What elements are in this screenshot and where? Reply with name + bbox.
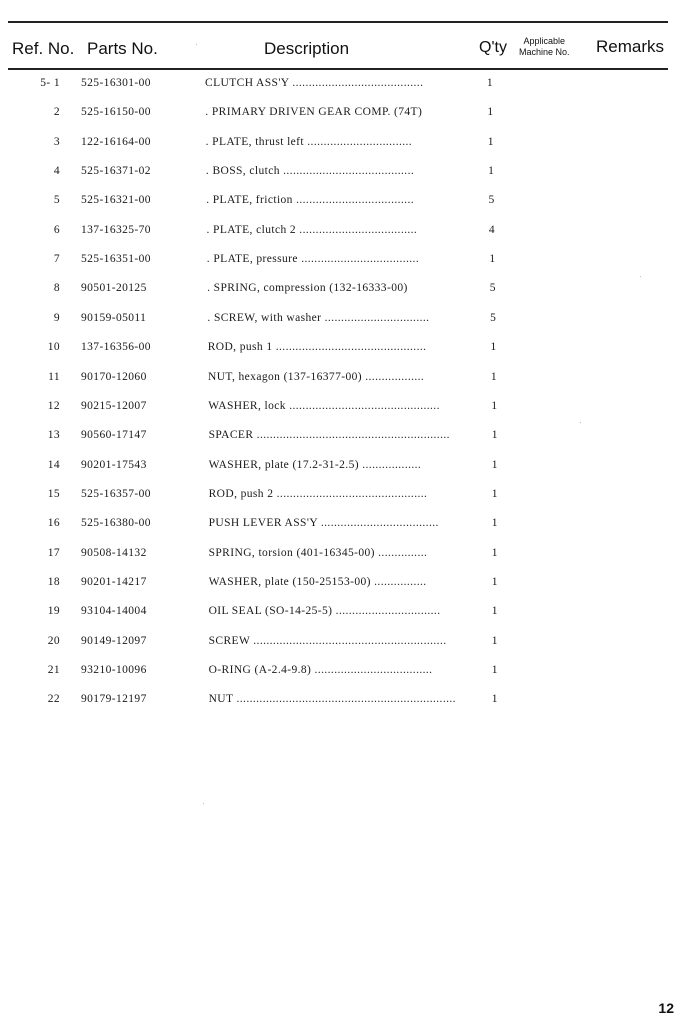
table-row <box>0 631 696 651</box>
speck <box>203 803 204 804</box>
description-cell: PUSH LEVER ASS'Y .................................... <box>208 517 439 530</box>
description-cell: SPRING, torsion (401-16345-00) ............... <box>208 546 428 559</box>
table-row <box>0 689 696 709</box>
description-cell: NUT ................................................................... <box>208 693 456 706</box>
table-row <box>0 308 696 328</box>
description-cell: WASHER, plate (17.2-31-2.5) .................. <box>208 458 422 471</box>
part-no-cell: 90201-14217 <box>81 575 147 588</box>
header-parts-no: Parts No. <box>87 39 158 58</box>
ref-no-cell: 5- 1 <box>40 77 60 89</box>
part-no-cell: 90508-14132 <box>81 546 147 559</box>
table-row <box>0 190 696 210</box>
qty-cell: 1 <box>491 664 498 676</box>
description-cell: . SCREW, with washer ................................ <box>207 311 430 324</box>
page-number: 12 <box>658 1000 674 1016</box>
table-row <box>0 543 696 563</box>
ref-no-cell: 19 <box>47 605 60 618</box>
description-cell: ROD, push 2 .............................................. <box>208 487 428 500</box>
header-remarks: Remarks <box>596 37 665 56</box>
description-cell: . BOSS, clutch ........................................ <box>205 165 415 178</box>
ref-no-cell: 7 <box>53 253 60 266</box>
ref-no-cell: 21 <box>47 664 60 676</box>
part-no-cell: 137-16356-00 <box>81 341 151 354</box>
header-ref-no: Ref. No. <box>12 39 75 58</box>
qty-cell: 1 <box>491 575 498 588</box>
table-row <box>0 455 696 475</box>
part-no-cell: 93104-14004 <box>81 605 147 618</box>
qty-cell: 1 <box>487 135 494 148</box>
part-no-cell: 90170-12060 <box>81 370 147 383</box>
table-row <box>0 513 696 533</box>
qty-cell: 1 <box>491 458 498 471</box>
table-row <box>0 161 696 181</box>
part-no-cell: 90179-12197 <box>81 693 147 706</box>
table-row <box>0 102 696 122</box>
table-row <box>0 425 696 445</box>
ref-no-cell: 2 <box>53 106 60 119</box>
qty-cell: 5 <box>488 194 495 207</box>
speck <box>196 44 197 45</box>
part-no-cell: 525-16351-00 <box>81 253 151 266</box>
part-no-cell: 90201-17543 <box>81 458 147 471</box>
qty-cell: 5 <box>490 311 497 324</box>
table-row <box>0 249 696 269</box>
description-cell: . SPRING, compression (132-16333-00) <box>207 282 408 295</box>
table-row <box>0 484 696 504</box>
part-no-cell: 90159-05011 <box>81 311 147 324</box>
top-rule <box>8 21 668 23</box>
description-cell: SPACER ........................................................... <box>208 429 450 442</box>
ref-no-cell: 5 <box>53 194 60 207</box>
header-applicable-line1: Applicable <box>523 36 566 46</box>
part-no-cell: 93210-10096 <box>81 664 147 676</box>
description-cell: . PLATE, clutch 2 .................................... <box>206 223 418 236</box>
table-row <box>0 220 696 240</box>
qty-cell: 1 <box>491 546 498 559</box>
qty-cell: 1 <box>491 605 498 618</box>
description-cell: . PRIMARY DRIVEN GEAR COMP. (74T) <box>205 106 423 119</box>
qty-cell: 1 <box>488 165 495 178</box>
qty-cell: 4 <box>488 223 496 236</box>
table-row <box>0 601 696 621</box>
part-no-cell: 525-16150-00 <box>81 106 151 119</box>
part-no-cell: 90501-20125 <box>81 282 147 295</box>
header-applicable-line2: Machine No. <box>519 47 570 57</box>
ref-no-cell: 10 <box>47 341 60 354</box>
part-no-cell: 137-16325-70 <box>81 223 151 236</box>
ref-no-cell: 14 <box>47 458 60 471</box>
qty-cell: 5 <box>489 282 496 295</box>
header-separator-rule <box>8 68 668 70</box>
header-description: Description <box>264 39 350 58</box>
description-cell: O-RING (A-2.4-9.8) .................................... <box>208 664 433 676</box>
speck <box>580 422 581 423</box>
ref-no-cell: 4 <box>53 165 60 178</box>
ref-no-cell: 9 <box>53 311 60 324</box>
description-cell: ROD, push 1 .............................................. <box>207 341 427 354</box>
qty-cell: 1 <box>491 429 498 442</box>
qty-cell: 1 <box>490 341 497 354</box>
part-no-cell: 90149-12097 <box>81 634 147 647</box>
table-row <box>0 278 696 298</box>
part-no-cell: 90215-12007 <box>81 399 147 412</box>
part-no-cell: 525-16380-00 <box>81 517 151 530</box>
table-row <box>0 572 696 592</box>
table-row <box>0 367 696 387</box>
ref-no-cell: 12 <box>47 399 60 412</box>
ref-no-cell: 15 <box>47 487 60 500</box>
qty-cell: 1 <box>487 106 494 119</box>
table-row <box>0 73 696 93</box>
description-cell: SCREW ........................................................... <box>208 634 447 647</box>
qty-cell: 1 <box>491 634 498 647</box>
part-no-cell: 525-16301-00 <box>81 77 151 89</box>
qty-cell: 1 <box>491 693 498 706</box>
description-cell: CLUTCH ASS'Y ........................................ <box>205 77 424 89</box>
description-cell: . PLATE, friction .................................... <box>206 194 415 207</box>
description-cell: WASHER, lock .............................................. <box>208 399 440 412</box>
description-cell: WASHER, plate (150-25153-00) ................ <box>208 575 427 588</box>
header-applicable-machine-no <box>519 36 570 58</box>
description-cell: . PLATE, thrust left ................................ <box>205 135 413 148</box>
ref-no-cell: 11 <box>48 370 60 383</box>
ref-no-cell: 20 <box>47 634 60 647</box>
ref-no-cell: 22 <box>47 693 60 706</box>
qty-cell: 1 <box>491 399 498 412</box>
part-no-cell: 525-16371-02 <box>81 165 151 178</box>
part-no-cell: 525-16357-00 <box>81 487 151 500</box>
ref-no-cell: 18 <box>47 575 60 588</box>
part-no-cell: 525-16321-00 <box>81 194 151 207</box>
description-cell: NUT, hexagon (137-16377-00) .................. <box>208 370 425 383</box>
ref-no-cell: 6 <box>53 223 60 236</box>
header-qty: Q'ty <box>479 39 507 56</box>
part-no-cell: 122-16164-00 <box>81 135 151 148</box>
qty-cell: 1 <box>489 253 496 266</box>
qty-cell: 1 <box>491 517 498 530</box>
table-row <box>0 132 696 152</box>
qty-cell: 1 <box>491 487 498 500</box>
qty-cell: 1 <box>486 77 494 89</box>
table-row <box>0 396 696 416</box>
table-row <box>0 337 696 357</box>
speck <box>640 276 641 277</box>
qty-cell: 1 <box>490 370 498 383</box>
ref-no-cell: 16 <box>47 517 60 530</box>
description-cell: OIL SEAL (SO-14-25-5) ................................ <box>208 605 441 618</box>
ref-no-cell: 3 <box>53 135 60 148</box>
description-cell: . PLATE, pressure .................................... <box>206 253 420 266</box>
part-no-cell: 90560-17147 <box>81 429 147 442</box>
ref-no-cell: 17 <box>47 546 60 559</box>
ref-no-cell: 13 <box>47 429 60 442</box>
ref-no-cell: 8 <box>53 282 60 295</box>
table-row <box>0 660 696 680</box>
